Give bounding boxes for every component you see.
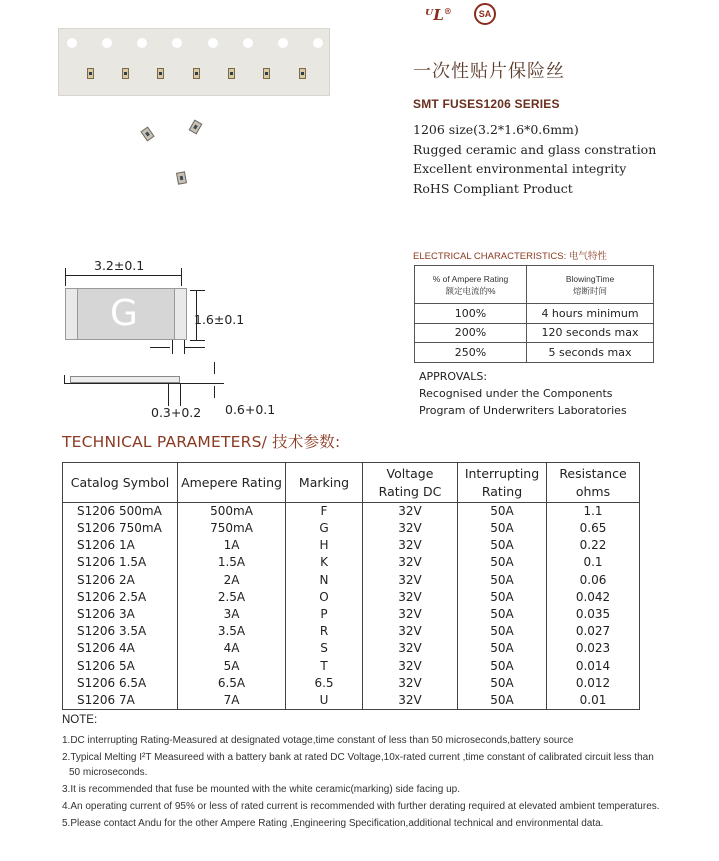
cell-marking: N — [286, 572, 363, 589]
table-row — [63, 572, 640, 589]
cell-marking: G — [286, 520, 363, 537]
end-cap — [174, 289, 186, 339]
cell-marking: U — [286, 692, 363, 710]
cell-voltage-rating: 32V — [363, 675, 458, 692]
params-body — [63, 503, 640, 710]
sprocket-hole — [243, 38, 253, 48]
cell-resistance: 0.012 — [547, 675, 640, 692]
col-resistance: Resistance ohms — [547, 463, 640, 503]
table-row — [63, 589, 640, 606]
cell-interrupting-rating: 50A — [458, 554, 547, 571]
fuse-chip — [193, 68, 200, 79]
fuse-chip — [157, 68, 164, 79]
feature-item: RoHS Compliant Product — [413, 180, 573, 196]
table-row — [63, 623, 640, 640]
table-row — [63, 692, 640, 710]
marking-letter: G — [110, 293, 138, 334]
cell-voltage-rating: 32V — [363, 640, 458, 657]
dim-line — [190, 290, 205, 291]
cell-catalog-symbol: S1206 3.5A — [63, 623, 178, 640]
cell-voltage-rating: 32V — [363, 572, 458, 589]
technical-parameters-title: TECHNICAL PARAMETERS/ 技术参数: — [62, 433, 341, 451]
table-row — [63, 658, 640, 675]
elec-time: 5 seconds max — [527, 343, 654, 363]
notes-label: NOTE: — [62, 714, 98, 726]
cell-marking: H — [286, 537, 363, 554]
cell-ampere-rating: 7A — [178, 692, 286, 710]
dim-line — [150, 347, 170, 348]
table-row — [415, 323, 654, 343]
feature-item: 1206 size(3.2*1.6*0.6mm) — [413, 122, 579, 137]
cell-voltage-rating: 32V — [363, 658, 458, 675]
cell-catalog-symbol: S1206 1.5A — [63, 554, 178, 571]
cell-catalog-symbol: S1206 2A — [63, 572, 178, 589]
cell-catalog-symbol: S1206 750mA — [63, 520, 178, 537]
feature-item: Rugged ceramic and glass constration — [413, 141, 657, 157]
terminal-dimension: 0.3+0.2 — [151, 405, 202, 420]
dim-line — [190, 340, 205, 341]
dim-line — [214, 386, 215, 398]
cell-catalog-symbol: S1206 500mA — [63, 503, 178, 521]
elec-pct: 250% — [415, 343, 527, 363]
col-catalog-symbol: Catalog Symbol — [63, 463, 178, 503]
cell-ampere-rating: 5A — [178, 658, 286, 675]
elec-col-pct: % of Ampere Rating 额定电流的% — [415, 266, 527, 304]
col-ampere-rating: Amepere Rating — [178, 463, 286, 503]
table-row — [63, 503, 640, 521]
notes-list — [62, 733, 662, 833]
cell-marking: F — [286, 503, 363, 521]
loose-fuse-chip — [176, 171, 187, 184]
col-voltage-rating: Voltage Rating DC — [363, 463, 458, 503]
cell-resistance: 0.65 — [547, 520, 640, 537]
cell-resistance: 0.023 — [547, 640, 640, 657]
table-row — [63, 640, 640, 657]
length-dimension: 3.2±0.1 — [94, 258, 145, 273]
dim-line — [172, 340, 173, 354]
table-row — [63, 554, 640, 571]
sprocket-hole — [102, 38, 112, 48]
cell-marking: T — [286, 658, 363, 675]
note-item: 1.DC interrupting Rating-Measured at designated votage,time constant of less than 50 microseconds,battery source — [62, 735, 574, 746]
cell-marking: R — [286, 623, 363, 640]
cell-interrupting-rating: 50A — [458, 640, 547, 657]
cell-ampere-rating: 2A — [178, 572, 286, 589]
series-title: SMT FUSES1206 SERIES — [413, 97, 560, 111]
fuse-chip — [299, 68, 306, 79]
cell-interrupting-rating: 50A — [458, 606, 547, 623]
elec-pct: 100% — [415, 304, 527, 324]
note-item: 2.Typical Melting I²T Measureed with a battery bank at rated DC Voltage,10x-rated current ,time constant of calibrated circuit less than 50 microseconds. — [62, 752, 654, 778]
cell-ampere-rating: 1.5A — [178, 554, 286, 571]
cell-marking: P — [286, 606, 363, 623]
elec-time: 120 seconds max — [527, 323, 654, 343]
csa-logo: SA — [474, 3, 496, 25]
elec-time: 4 hours minimum — [527, 304, 654, 324]
sprocket-hole — [313, 38, 323, 48]
cell-catalog-symbol: S1206 5A — [63, 658, 178, 675]
fuse-chip — [228, 68, 235, 79]
cell-interrupting-rating: 50A — [458, 658, 547, 675]
cell-interrupting-rating: 50A — [458, 589, 547, 606]
cell-ampere-rating: 2.5A — [178, 589, 286, 606]
sprocket-hole — [278, 38, 288, 48]
ul-logo: ᵁL® — [425, 6, 452, 24]
cell-interrupting-rating: 50A — [458, 572, 547, 589]
cell-interrupting-rating: 50A — [458, 623, 547, 640]
cell-resistance: 0.014 — [547, 658, 640, 675]
fuse-chip — [263, 68, 270, 79]
cell-resistance: 0.042 — [547, 589, 640, 606]
dim-line — [214, 362, 215, 374]
cell-marking: S — [286, 640, 363, 657]
feature-list — [413, 120, 656, 198]
cell-ampere-rating: 500mA — [178, 503, 286, 521]
loose-fuse-chip — [140, 127, 154, 142]
cell-voltage-rating: 32V — [363, 589, 458, 606]
dim-line — [65, 268, 66, 286]
cell-voltage-rating: 32V — [363, 554, 458, 571]
approvals-block: APPROVALS: Recognised under the Components Program of Underwriters Laboratories — [419, 370, 627, 417]
cell-catalog-symbol: S1206 1A — [63, 537, 178, 554]
cell-ampere-rating: 4A — [178, 640, 286, 657]
table-row — [63, 606, 640, 623]
cell-catalog-symbol: S1206 7A — [63, 692, 178, 710]
cell-voltage-rating: 32V — [363, 692, 458, 710]
cell-voltage-rating: 32V — [363, 537, 458, 554]
cell-ampere-rating: 6.5A — [178, 675, 286, 692]
elec-col-time: BlowingTime 熔断时间 — [527, 266, 654, 304]
cell-voltage-rating: 32V — [363, 503, 458, 521]
thickness-dimension: 0.6+0.1 — [225, 402, 276, 417]
note-item: 5.Please contact Andu for the other Ampere Rating ,Engineering Specification,additional technical and environmental data. — [62, 818, 604, 829]
cell-interrupting-rating: 50A — [458, 520, 547, 537]
note-item: 3.It is recommended that fuse be mounted with the white ceramic(marking) side facing up. — [62, 784, 460, 795]
dim-line — [64, 375, 65, 384]
dim-line — [180, 384, 181, 406]
table-row — [63, 520, 640, 537]
cell-resistance: 0.1 — [547, 554, 640, 571]
dim-line — [181, 268, 182, 286]
cell-voltage-rating: 32V — [363, 623, 458, 640]
cell-resistance: 0.027 — [547, 623, 640, 640]
cell-ampere-rating: 1A — [178, 537, 286, 554]
cell-interrupting-rating: 50A — [458, 503, 547, 521]
sprocket-hole — [172, 38, 182, 48]
width-dimension: 1.6±0.1 — [194, 312, 245, 327]
cell-resistance: 0.06 — [547, 572, 640, 589]
cell-ampere-rating: 750mA — [178, 520, 286, 537]
cell-marking: K — [286, 554, 363, 571]
cell-voltage-rating: 32V — [363, 520, 458, 537]
cell-catalog-symbol: S1206 6.5A — [63, 675, 178, 692]
cell-interrupting-rating: 50A — [458, 692, 547, 710]
table-row — [415, 304, 654, 324]
dim-line — [185, 347, 205, 348]
electrical-table — [414, 265, 654, 363]
cell-resistance: 0.035 — [547, 606, 640, 623]
cell-catalog-symbol: S1206 3A — [63, 606, 178, 623]
feature-item: Excellent environmental integrity — [413, 161, 627, 176]
cell-interrupting-rating: 50A — [458, 675, 547, 692]
fuse-top-view — [65, 288, 187, 340]
cell-ampere-rating: 3A — [178, 606, 286, 623]
sprocket-hole — [208, 38, 218, 48]
dim-line — [64, 383, 224, 384]
note-item: 4.An operating current of 95% or less of rated current is recommended with further derating required at elevated ambient temperatures. — [62, 801, 660, 812]
sprocket-hole — [137, 38, 147, 48]
fuse-chip — [122, 68, 129, 79]
table-row — [415, 343, 654, 363]
fuse-chip — [87, 68, 94, 79]
cell-resistance: 0.01 — [547, 692, 640, 710]
fuse-side-view — [70, 376, 180, 383]
end-cap — [66, 289, 78, 339]
page-title-cn: 一次性贴片保险丝 — [413, 61, 565, 82]
table-row — [63, 537, 640, 554]
dim-line — [168, 384, 169, 406]
cell-catalog-symbol: S1206 4A — [63, 640, 178, 657]
col-interrupting-rating: Interrupting Rating — [458, 463, 547, 503]
electrical-heading: ELECTRICAL CHARACTERISTICS: 电气特性 — [413, 251, 607, 262]
loose-fuse-chip — [189, 120, 203, 135]
cell-resistance: 0.22 — [547, 537, 640, 554]
dim-line — [184, 340, 185, 354]
product-photo-tape — [58, 28, 330, 96]
cell-voltage-rating: 32V — [363, 606, 458, 623]
cell-ampere-rating: 3.5A — [178, 623, 286, 640]
elec-pct: 200% — [415, 323, 527, 343]
dim-line — [65, 275, 181, 276]
cell-marking: 6.5 — [286, 675, 363, 692]
cell-marking: O — [286, 589, 363, 606]
sprocket-hole — [67, 38, 77, 48]
cell-interrupting-rating: 50A — [458, 537, 547, 554]
cell-catalog-symbol: S1206 2.5A — [63, 589, 178, 606]
col-marking: Marking — [286, 463, 363, 503]
table-row — [63, 675, 640, 692]
technical-parameters-table — [62, 462, 640, 710]
cell-resistance: 1.1 — [547, 503, 640, 521]
